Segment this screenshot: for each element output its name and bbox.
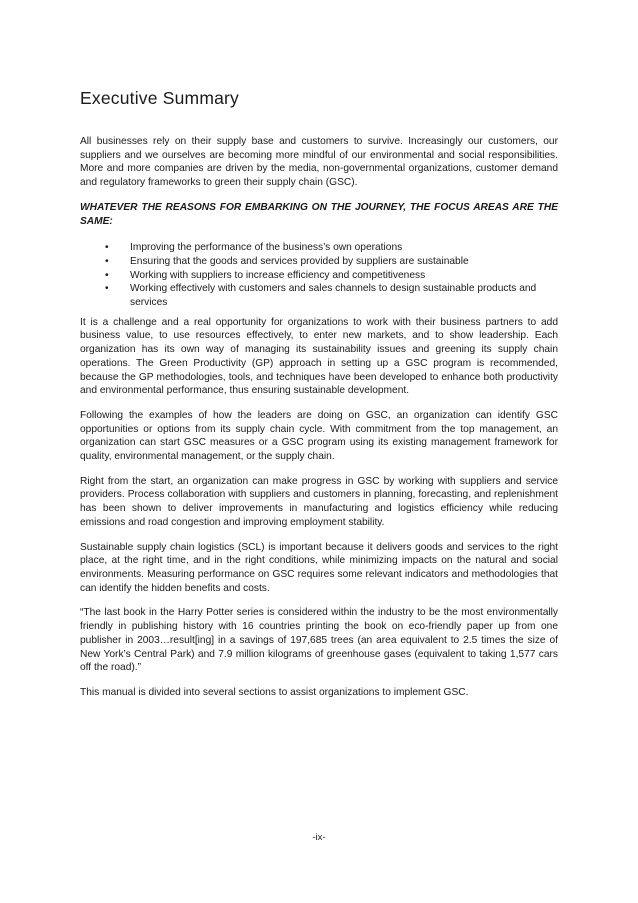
quote-paragraph: “The last book in the Harry Potter series is considered within the industry to be the most environmentally friendly in publishing history with 16 countries printing the book on eco-friendly paper up from one publisher in 2003…result[ing] in a savings of 197,685 trees (an area equivalent to 2.5 times the size of New York’s Central Park) and 7.9 million kilograms of greenhouse gases (equivalent to taking 1,577 cars off the road).” [80, 607, 558, 674]
bullet-icon: • [105, 242, 109, 254]
focus-areas-subheading: WHATEVER THE REASONS FOR EMBARKING ON THE JOURNEY, THE FOCUS AREAS ARE THE SAME: [80, 201, 558, 227]
list-item [80, 255, 558, 269]
page-number: -ix- [312, 832, 326, 843]
progress-paragraph: Right from the start, an organization can make progress in GSC by working with suppliers and service providers. Process collaboration with suppliers and customers in planning, forecasting, and replenishment has been shown to deliver improvements in manufacturing and logistics efficiency while reducing emissions and road congestion and improving employment stability. [80, 475, 558, 528]
bullet-icon: • [105, 269, 109, 281]
list-item [80, 282, 558, 309]
focus-areas-list [80, 241, 558, 310]
list-item [80, 269, 558, 283]
bullet-icon: • [105, 255, 109, 267]
intro-paragraph: All businesses rely on their supply base and customers to survive. Increasingly our customers, our suppliers and we ourselves are becoming more mindful of our environmental and social responsibilities. More and more companies are driven by the media, non-governmental organizations, customer demand and regulatory frameworks to green their supply chain (GSC). [80, 136, 558, 189]
list-item [80, 241, 558, 255]
challenge-paragraph: It is a challenge and a real opportunity for organizations to work with their business partners to add business value, to use resources effectively, to enter new markets, and to show leadership. Each organization has its own way of managing its sustainability issues and greening its supply chain operations. The Green Productivity (GP) approach in setting up a GSC program is recommended, because the GP methodologies, tools, and techniques have been developed to enhance both productivity and environmental performance, thus ensuring sustainable development. [80, 316, 558, 397]
list-item-text: Working effectively with customers and sales channels to design sustainable products and services [130, 283, 537, 309]
bullet-icon: • [105, 283, 109, 295]
closing-paragraph: This manual is divided into several sections to assist organizations to implement GSC. [80, 686, 469, 698]
list-item-text: Improving the performance of the business’s own operations [130, 242, 403, 254]
document-page [80, 88, 558, 711]
list-item-text: Working with suppliers to increase efficiency and competitiveness [130, 269, 426, 281]
page-title: Executive Summary [80, 88, 240, 108]
leaders-paragraph: Following the examples of how the leaders are doing on GSC, an organization can identify GSC opportunities or options from its supply chain cycle. With commitment from the top management, an organization can start GSC measures or a GSC program using its existing management framework for quality, environmental management, or the supply chain. [80, 409, 558, 463]
scl-paragraph: Sustainable supply chain logistics (SCL) is important because it delivers goods and services to the right place, at the right time, and in the right conditions, while minimizing impacts on the natural and social environments. Measuring performance on GSC requires some relevant indicators and methodologies that can identify the hidden benefits and costs. [80, 541, 558, 594]
list-item-text: Ensuring that the goods and services provided by suppliers are sustainable [130, 255, 469, 267]
